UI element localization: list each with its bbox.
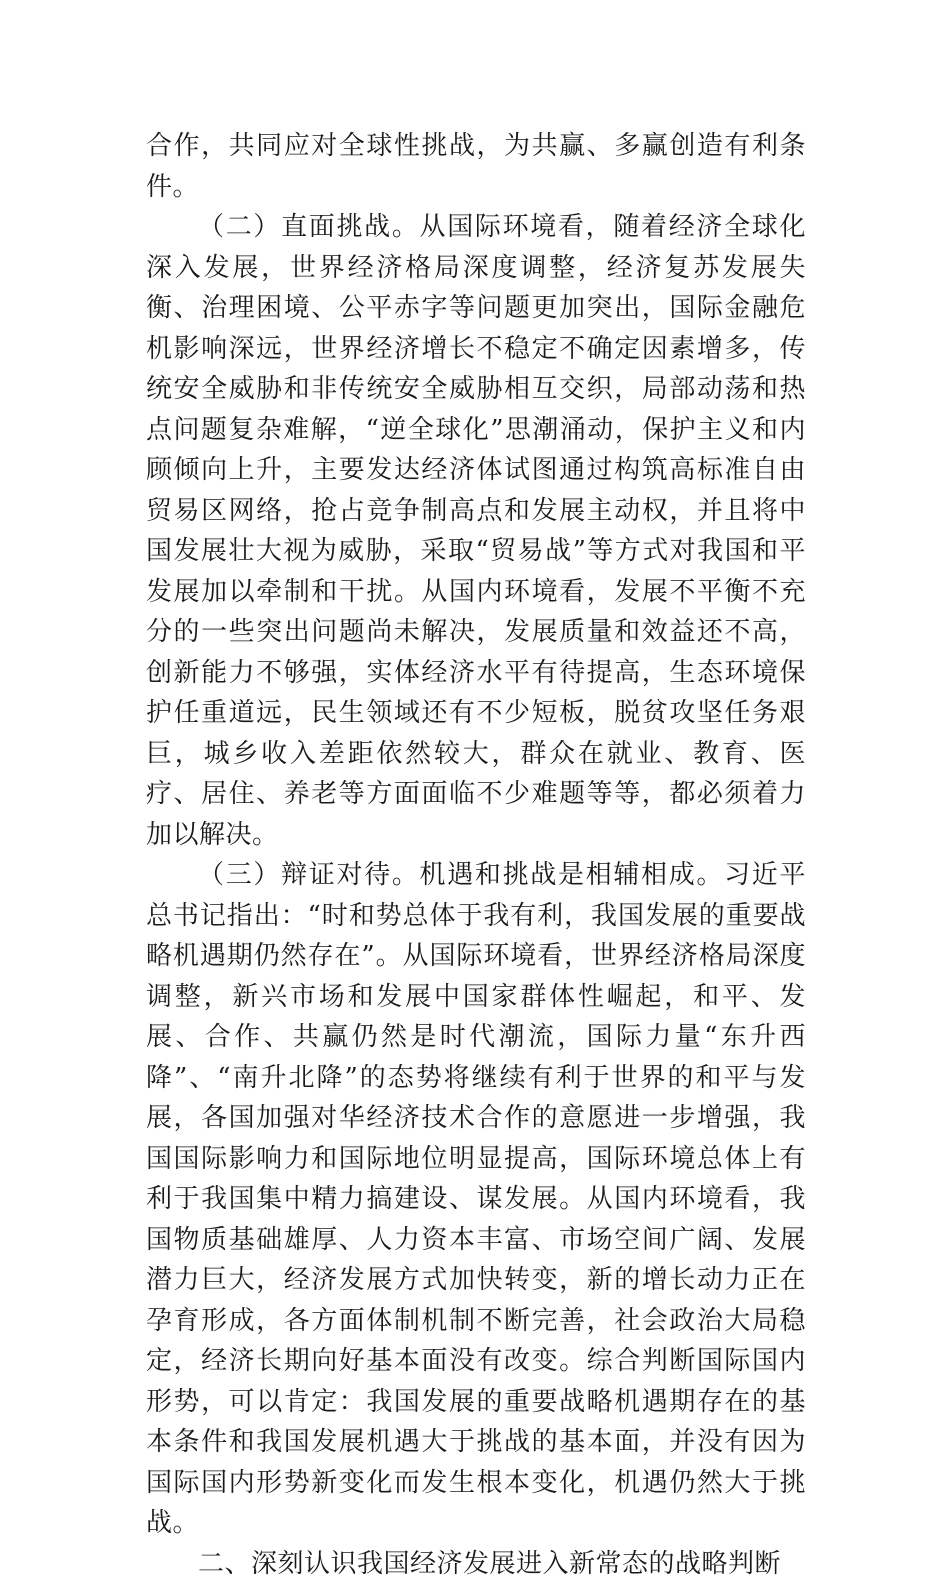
paragraph-continuation: 合作，共同应对全球性挑战，为共赢、多赢创造有利条件。 bbox=[146, 126, 806, 207]
paragraph-face-challenges: （二）直面挑战。从国际环境看，随着经济全球化深入发展，世界经济格局深度调整，经济复苏发展失衡、治理困境、公平赤字等问题更加突出，国际金融危机影响深远，世界经济增长不稳定不确定因素增多，传统安全威胁和非传统安全威胁相互交织，局部动荡和热点问题复杂难解，“逆全球化”思潮涌动，保护主义和内顾倾向上升，主要发达经济体试图通过构筑高标准自由贸易区网络，抢占竞争制高点和发展主动权，并且将中国发展壮大视为威胁，采取“贸易战”等方式对我国和平发展加以牵制和干扰。从国内环境看，发展不平衡不充分的一些突出问题尚未解决，发展质量和效益还不高，创新能力不够强，实体经济水平有待提高，生态环境保护任重道远，民生领域还有不少短板，脱贫攻坚任务艰巨，城乡收入差距依然较大，群众在就业、教育、医疗、居住、养老等方面面临不少难题等等，都必须着力加以解决。 bbox=[146, 207, 806, 855]
paragraph-dialectical-view: （三）辩证对待。机遇和挑战是相辅相成。习近平总书记指出：“时和势总体于我有利，我国发展的重要战略机遇期仍然存在”。从国际环境看，世界经济格局深度调整，新兴市场和发展中国家群体性崛起，和平、发展、合作、共赢仍然是时代潮流，国际力量“东升西降”、“南升北降”的态势将继续有利于世界的和平与发展，各国加强对华经济技术合作的意愿进一步增强，我国国际影响力和国际地位明显提高，国际环境总体上有利于我国集中精力搞建设、谋发展。从国内环境看，我国物质基础雄厚、人力资本丰富、市场空间广阔、发展潜力巨大，经济发展方式加快转变，新的增长动力正在孕育形成，各方面体制机制不断完善，社会政治大局稳定，经济长期向好基本面没有改变。综合判断国际国内形势，可以肯定：我国发展的重要战略机遇期存在的基本条件和我国发展机遇大于挑战的基本面，并没有因为国际国内形势新变化而发生根本变化，机遇仍然大于挑战。 bbox=[146, 855, 806, 1544]
document-page bbox=[146, 126, 806, 1584]
section-heading: 二、深刻认识我国经济发展进入新常态的战略判断 bbox=[146, 1544, 806, 1584]
